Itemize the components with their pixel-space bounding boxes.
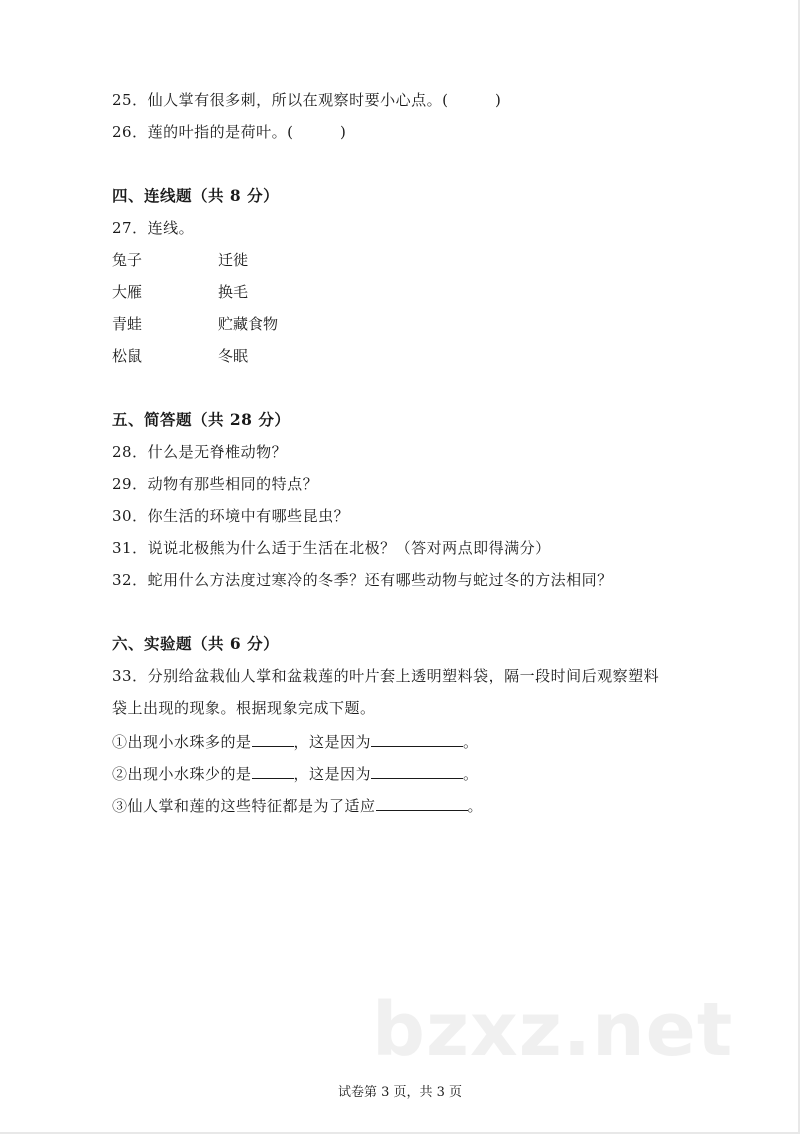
match-right-item: 迁徙 (218, 251, 249, 269)
sub-question-3-prompt: ③仙人掌和莲的这些特征都是为了适应 (112, 797, 376, 815)
match-left-item: 松鼠 (112, 347, 143, 365)
match-left-item: 青蛙 (112, 315, 143, 333)
answer-blank[interactable] (252, 730, 294, 747)
answer-blank[interactable] (376, 794, 468, 811)
question-27: 27．连线。 (112, 219, 195, 237)
match-right-item: 贮藏食物 (218, 315, 279, 333)
answer-blank[interactable] (252, 762, 294, 779)
sub-question-2-prompt: ②出现小水珠少的是 (112, 765, 252, 783)
question-25: 25．仙人掌有很多刺，所以在观察时要小心点。( ) (112, 91, 502, 109)
page-footer: 试卷第 3 页，共 3 页 (337, 1085, 463, 1100)
question-26: 26．莲的叶指的是荷叶。( ) (112, 123, 347, 141)
sub-question-3 (112, 794, 483, 816)
sub-question-2-reason: ，这是因为 (293, 765, 372, 783)
question-30: 30．你生活的环境中有哪些昆虫？ (112, 507, 350, 525)
question-31: 31．说说北极熊为什么适于生活在北极？（答对两点即得满分） (112, 539, 551, 557)
sub-question-1 (112, 730, 479, 752)
question-29: 29．动物有那些相同的特点？ (112, 475, 319, 493)
match-left-item: 大雁 (112, 283, 143, 301)
section-heading-matching: 四、连线题（共 8 分） (112, 186, 280, 205)
period: 。 (463, 733, 479, 751)
sub-question-1-prompt: ①出现小水珠多的是 (112, 733, 252, 751)
answer-blank[interactable] (371, 730, 463, 747)
question-28: 28．什么是无脊椎动物？ (112, 443, 288, 461)
question-33-line1: 33．分别给盆栽仙人掌和盆栽莲的叶片套上透明塑料袋，隔一段时间后观察塑料 (112, 667, 660, 685)
match-left-item: 兔子 (112, 251, 143, 269)
question-33-line2: 袋上出现的现象。根据现象完成下题。 (112, 699, 376, 717)
period: 。 (467, 797, 484, 815)
match-right-item: 冬眠 (218, 347, 249, 365)
sub-question-1-reason: ，这是因为 (293, 733, 372, 751)
section-heading-experiment: 六、实验题（共 6 分） (112, 634, 280, 653)
answer-blank[interactable] (371, 762, 463, 779)
sub-question-2 (112, 762, 479, 784)
period: 。 (463, 765, 479, 783)
section-heading-short-answer: 五、简答题（共 28 分） (112, 410, 291, 429)
match-right-item: 换毛 (218, 283, 249, 301)
watermark: bzxz.net (372, 987, 734, 1073)
question-32: 32．蛇用什么方法度过寒冷的冬季？还有哪些动物与蛇过冬的方法相同？ (112, 571, 613, 589)
